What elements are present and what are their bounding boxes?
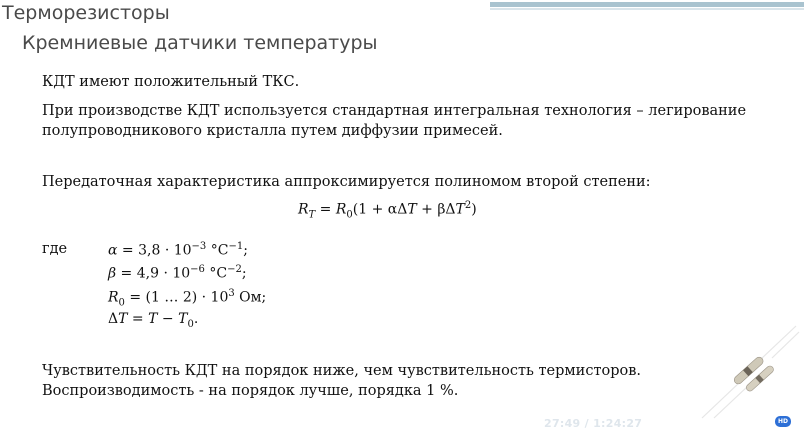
text-line-transfer: Передаточная характеристика аппроксимируется полиномом второй степени: [42,174,651,190]
text-line-production-1: При производстве КДТ используется стандартная интегральная технология – легирование [42,103,747,119]
header-accent-bar [490,2,804,7]
thermistor-component-image [700,320,800,420]
definition-r0: $R_0 = (1$ … $2) \cdot 10^3$ Ом; [108,288,267,309]
slide-subtitle: Кремниевые датчики температуры [22,32,378,54]
video-timecode: 27:49 / 1:24:27 [544,417,643,430]
where-label: где [42,241,68,257]
hd-quality-button[interactable]: HD [775,416,791,427]
transfer-formula: $R_T = R_0(1 + \alpha\Delta T + \beta\Delta T^2)$ [298,200,477,221]
definition-beta: $\beta = 4,9 \cdot 10^{-6}$ $^\circ C^{-2}$; [108,264,247,282]
text-line-tks: КДТ имеют положительный ТКС. [42,74,300,90]
slide-title: Терморезисторы [2,2,170,24]
text-line-reproducibility: Воспроизводимость - на порядок лучше, порядка 1 %. [42,383,459,399]
definition-delta-t: $\Delta T = T - T_0$. [108,311,199,330]
text-line-production-2: полупроводникового кристалла путем диффузии примесей. [42,123,503,139]
text-paragraph-production [42,101,746,141]
definition-alpha: $\alpha = 3,8 \cdot 10^{-3}$ $^\circ C^{-1}$; [108,241,248,259]
text-paragraph-sensitivity [42,361,641,401]
header-accent-line [490,8,804,10]
text-line-sensitivity: Чувствительность КДТ на порядок ниже, чем чувствительность термисторов. [42,363,641,379]
